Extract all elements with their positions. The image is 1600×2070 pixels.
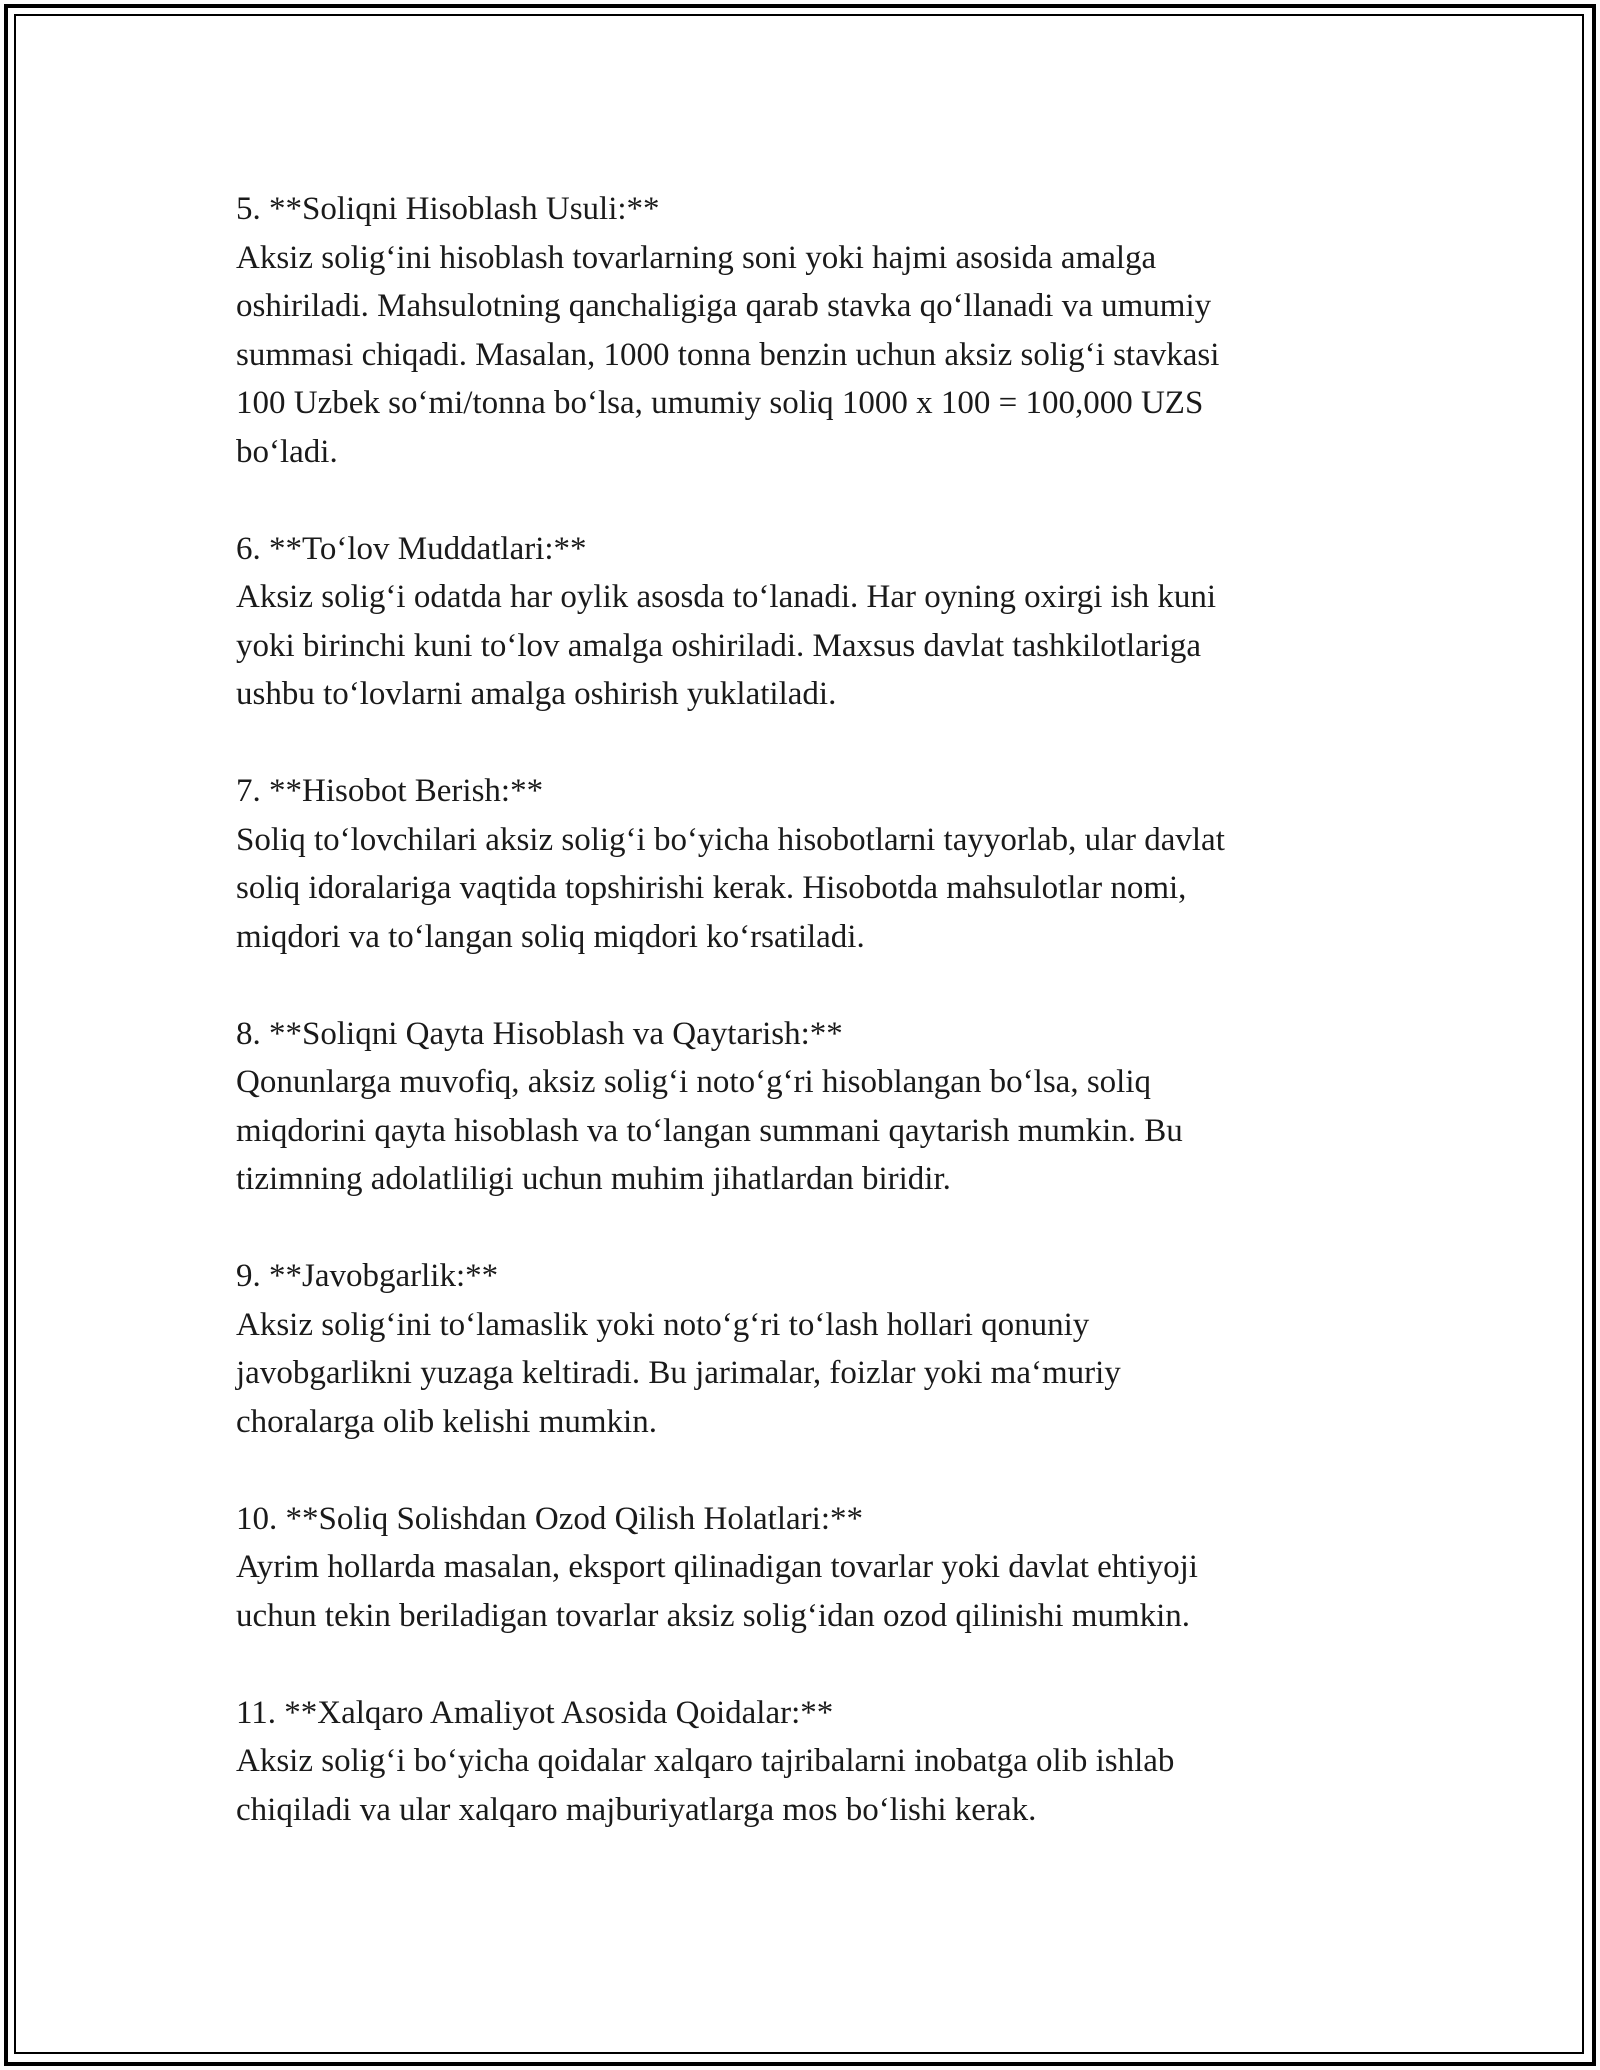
section-heading: 7. **Hisobot Berish:** [236,773,544,809]
section-soliqni-qayta-hisoblash [236,1010,1396,1204]
section-heading: 11. **Xalqaro Amaliyot Asosida Qoidalar:** [236,1694,834,1731]
section-text: Aksiz solig‘i odatda har oylik asosda to‘lanadi. Har oyning oxirgi ish kuni yoki birinchi kuni to‘lov amalga oshiriladi. Maxsus davlat tashkilotlariga ushbu to‘lovlarni amalga oshirish yuklatiladi. [236,579,1217,712]
section-heading: 8. **Soliqni Qayta Hisoblash va Qaytarish:** [236,1015,843,1052]
section-soliqni-hisoblash-usuli [236,185,1396,476]
section-text: Soliq to‘lovchilari aksiz solig‘i bo‘yicha hisobotlarni tayyorlab, ular davlat soliq idoralariga vaqtida topshirishi kerak. Hisobotda mahsulotlar nomi, miqdori va to‘langan soliq miqdori ko‘rsatiladi. [236,821,1225,955]
section-text: Aksiz solig‘ini hisoblash tovarlarning soni yoki hajmi asosida amalga oshiriladi. Mahsulotning qanchaligiga qarab stavka qo‘llanadi va umumiy summasi chiqadi. Masalan, 1000 tonna benzin uchun aksiz solig‘i stavkasi 100 Uzbek so‘mi/tonna bo‘lsa, umumiy soliq 1000 x 100 = 100,000 UZS bo‘ladi. [236,239,1220,470]
section-heading: 6. **To‘lov Muddatlari:** [236,530,587,567]
section-tolov-muddatlari [236,525,1396,719]
section-text: Aksiz solig‘ini to‘lamaslik yoki noto‘g‘ri to‘lash hollari qonuniy javobgarlikni yuzaga keltiradi. Bu jarimalar, foizlar yoki ma‘muriy choralarga olib kelishi mumkin. [236,1306,1121,1440]
document-body [236,185,1396,1883]
section-text: Ayrim hollarda masalan, eksport qilinadigan tovarlar yoki davlat ehtiyoji uchun tekin beriladigan tovarlar aksiz solig‘idan ozod qilinishi mumkin. [236,1549,1198,1634]
section-xalqaro-amaliyot [236,1689,1396,1835]
section-text: Aksiz solig‘i bo‘yicha qoidalar xalqaro tajribalarni inobatga olib ishlab chiqiladi va ular xalqaro majburiyatlarga mos bo‘lishi kerak. [236,1743,1175,1828]
section-text: Qonunlarga muvofiq, aksiz solig‘i noto‘g‘ri hisoblangan bo‘lsa, soliq miqdorini qayta hisoblash va to‘langan summani qaytarish mumkin. Bu tizimning adolatliligi uchun muhim jihatlardan biridir. [236,1064,1183,1197]
section-hisobot-berish [236,767,1396,961]
section-heading: 5. **Soliqni Hisoblash Usuli:** [236,191,660,227]
section-heading: 10. **Soliq Solishdan Ozod Qilish Holatlari:** [236,1500,863,1537]
section-ozod-qilish-holatlari [236,1495,1396,1641]
section-heading: 9. **Javobgarlik:** [236,1258,499,1294]
section-javobgarlik [236,1252,1396,1446]
